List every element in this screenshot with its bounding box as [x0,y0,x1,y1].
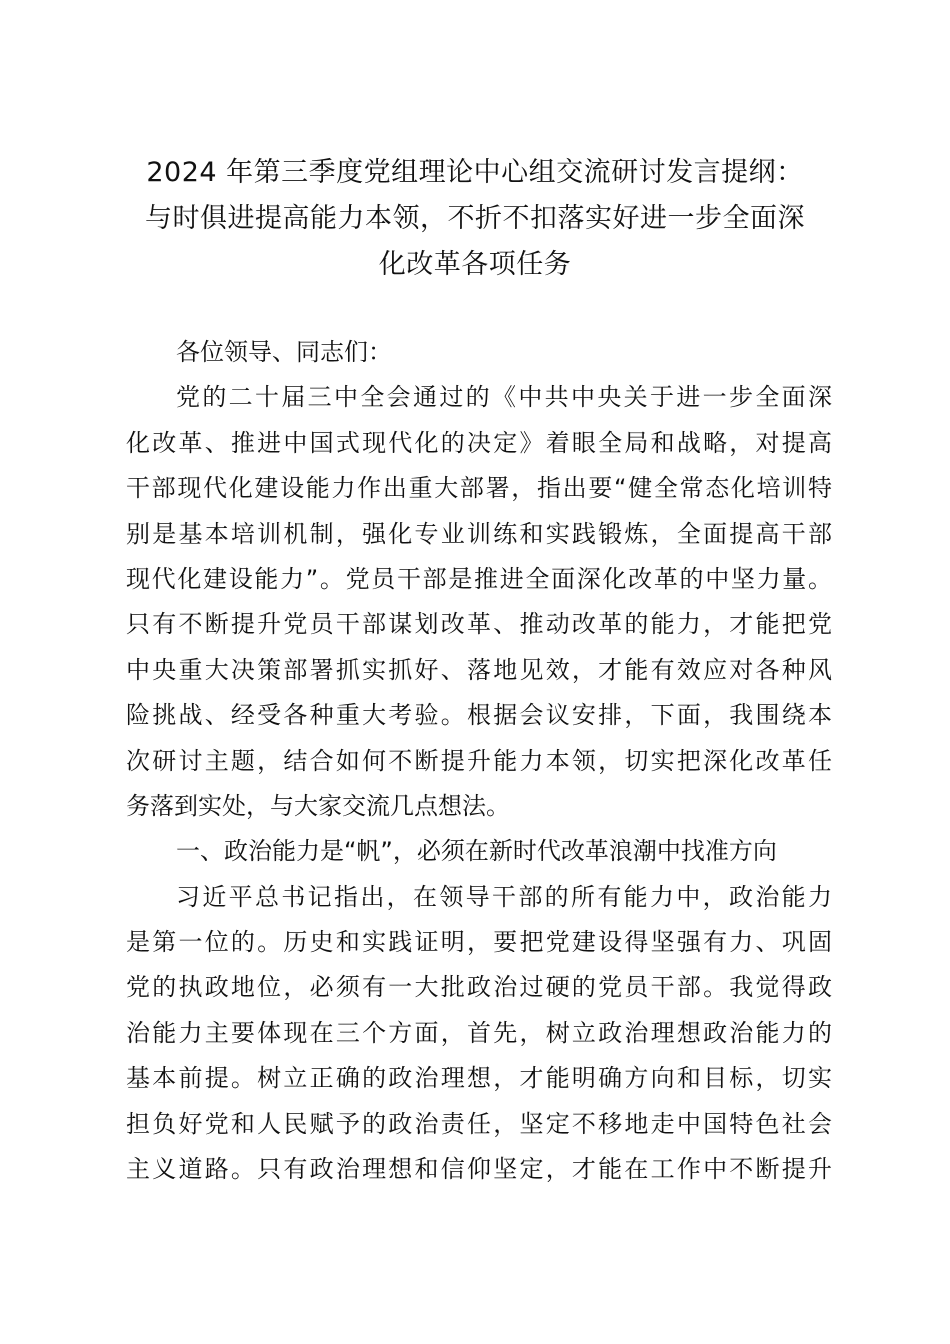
title-line: 化改革各项任务 [378,249,572,280]
paragraph-line: 险挑战、经受各种重大考验。根据会议安排，下面，我围绕本 [126,701,832,730]
paragraph-political-ability [126,875,832,1193]
paragraph-line: 只有不断提升党员干部谋划改革、推动改革的能力，才能把党 [126,610,832,639]
paragraph-line: 务落到实处，与大家交流几点想法。 [126,791,510,820]
paragraph-line: 主义道路。只有政治理想和信仰坚定，才能在工作中不断提升 [126,1155,832,1184]
document-body [126,330,832,1192]
paragraph-line: 是第一位的。历史和实践证明，要把党建设得坚强有力、巩固 [126,928,832,957]
paragraph-line: 党的执政地位，必须有一大批政治过硬的党员干部。我觉得政 [126,973,832,1002]
paragraph-line: 治能力主要体现在三个方面，首先，树立政治理想政治能力的 [126,1018,832,1047]
paragraph-line: 别是基本培训机制，强化专业训练和实践锻炼，全面提高干部 [126,519,832,548]
paragraph-line: 现代化建设能力”。党员干部是推进全面深化改革的中坚力量。 [126,564,832,593]
paragraph-line: 干部现代化建设能力作出重大部署，指出要“健全常态化培训特 [126,474,832,503]
paragraph-line: 党的二十届三中全会通过的《中共中央关于进一步全面深 [176,383,832,412]
section-heading: 一、政治能力是“帆”，必须在新时代改革浪潮中找准方向 [176,837,777,866]
paragraph-line: 中央重大决策部署抓实抓好、落地见效，才能有效应对各种风 [126,655,832,684]
title-line: 2024 年第三季度党组理论中心组交流研讨发言提纲： [146,157,804,188]
paragraph-intro [126,375,832,829]
paragraph-line: 担负好党和人民赋予的政治责任，坚定不移地走中国特色社会 [126,1109,832,1138]
salutation: 各位领导、同志们： [176,338,392,366]
paragraph-line: 基本前提。树立正确的政治理想，才能明确方向和目标，切实 [126,1064,832,1093]
title-line: 与时俱进提高能力本领，不折不扣落实好进一步全面深 [145,203,805,234]
document-title [120,150,830,288]
paragraph-line: 化改革、推进中国式现代化的决定》着眼全局和战略，对提高 [126,428,832,457]
paragraph-line: 习近平总书记指出，在领导干部的所有能力中，政治能力 [176,882,832,911]
paragraph-line: 次研讨主题，结合如何不断提升能力本领，切实把深化改革任 [126,746,832,775]
